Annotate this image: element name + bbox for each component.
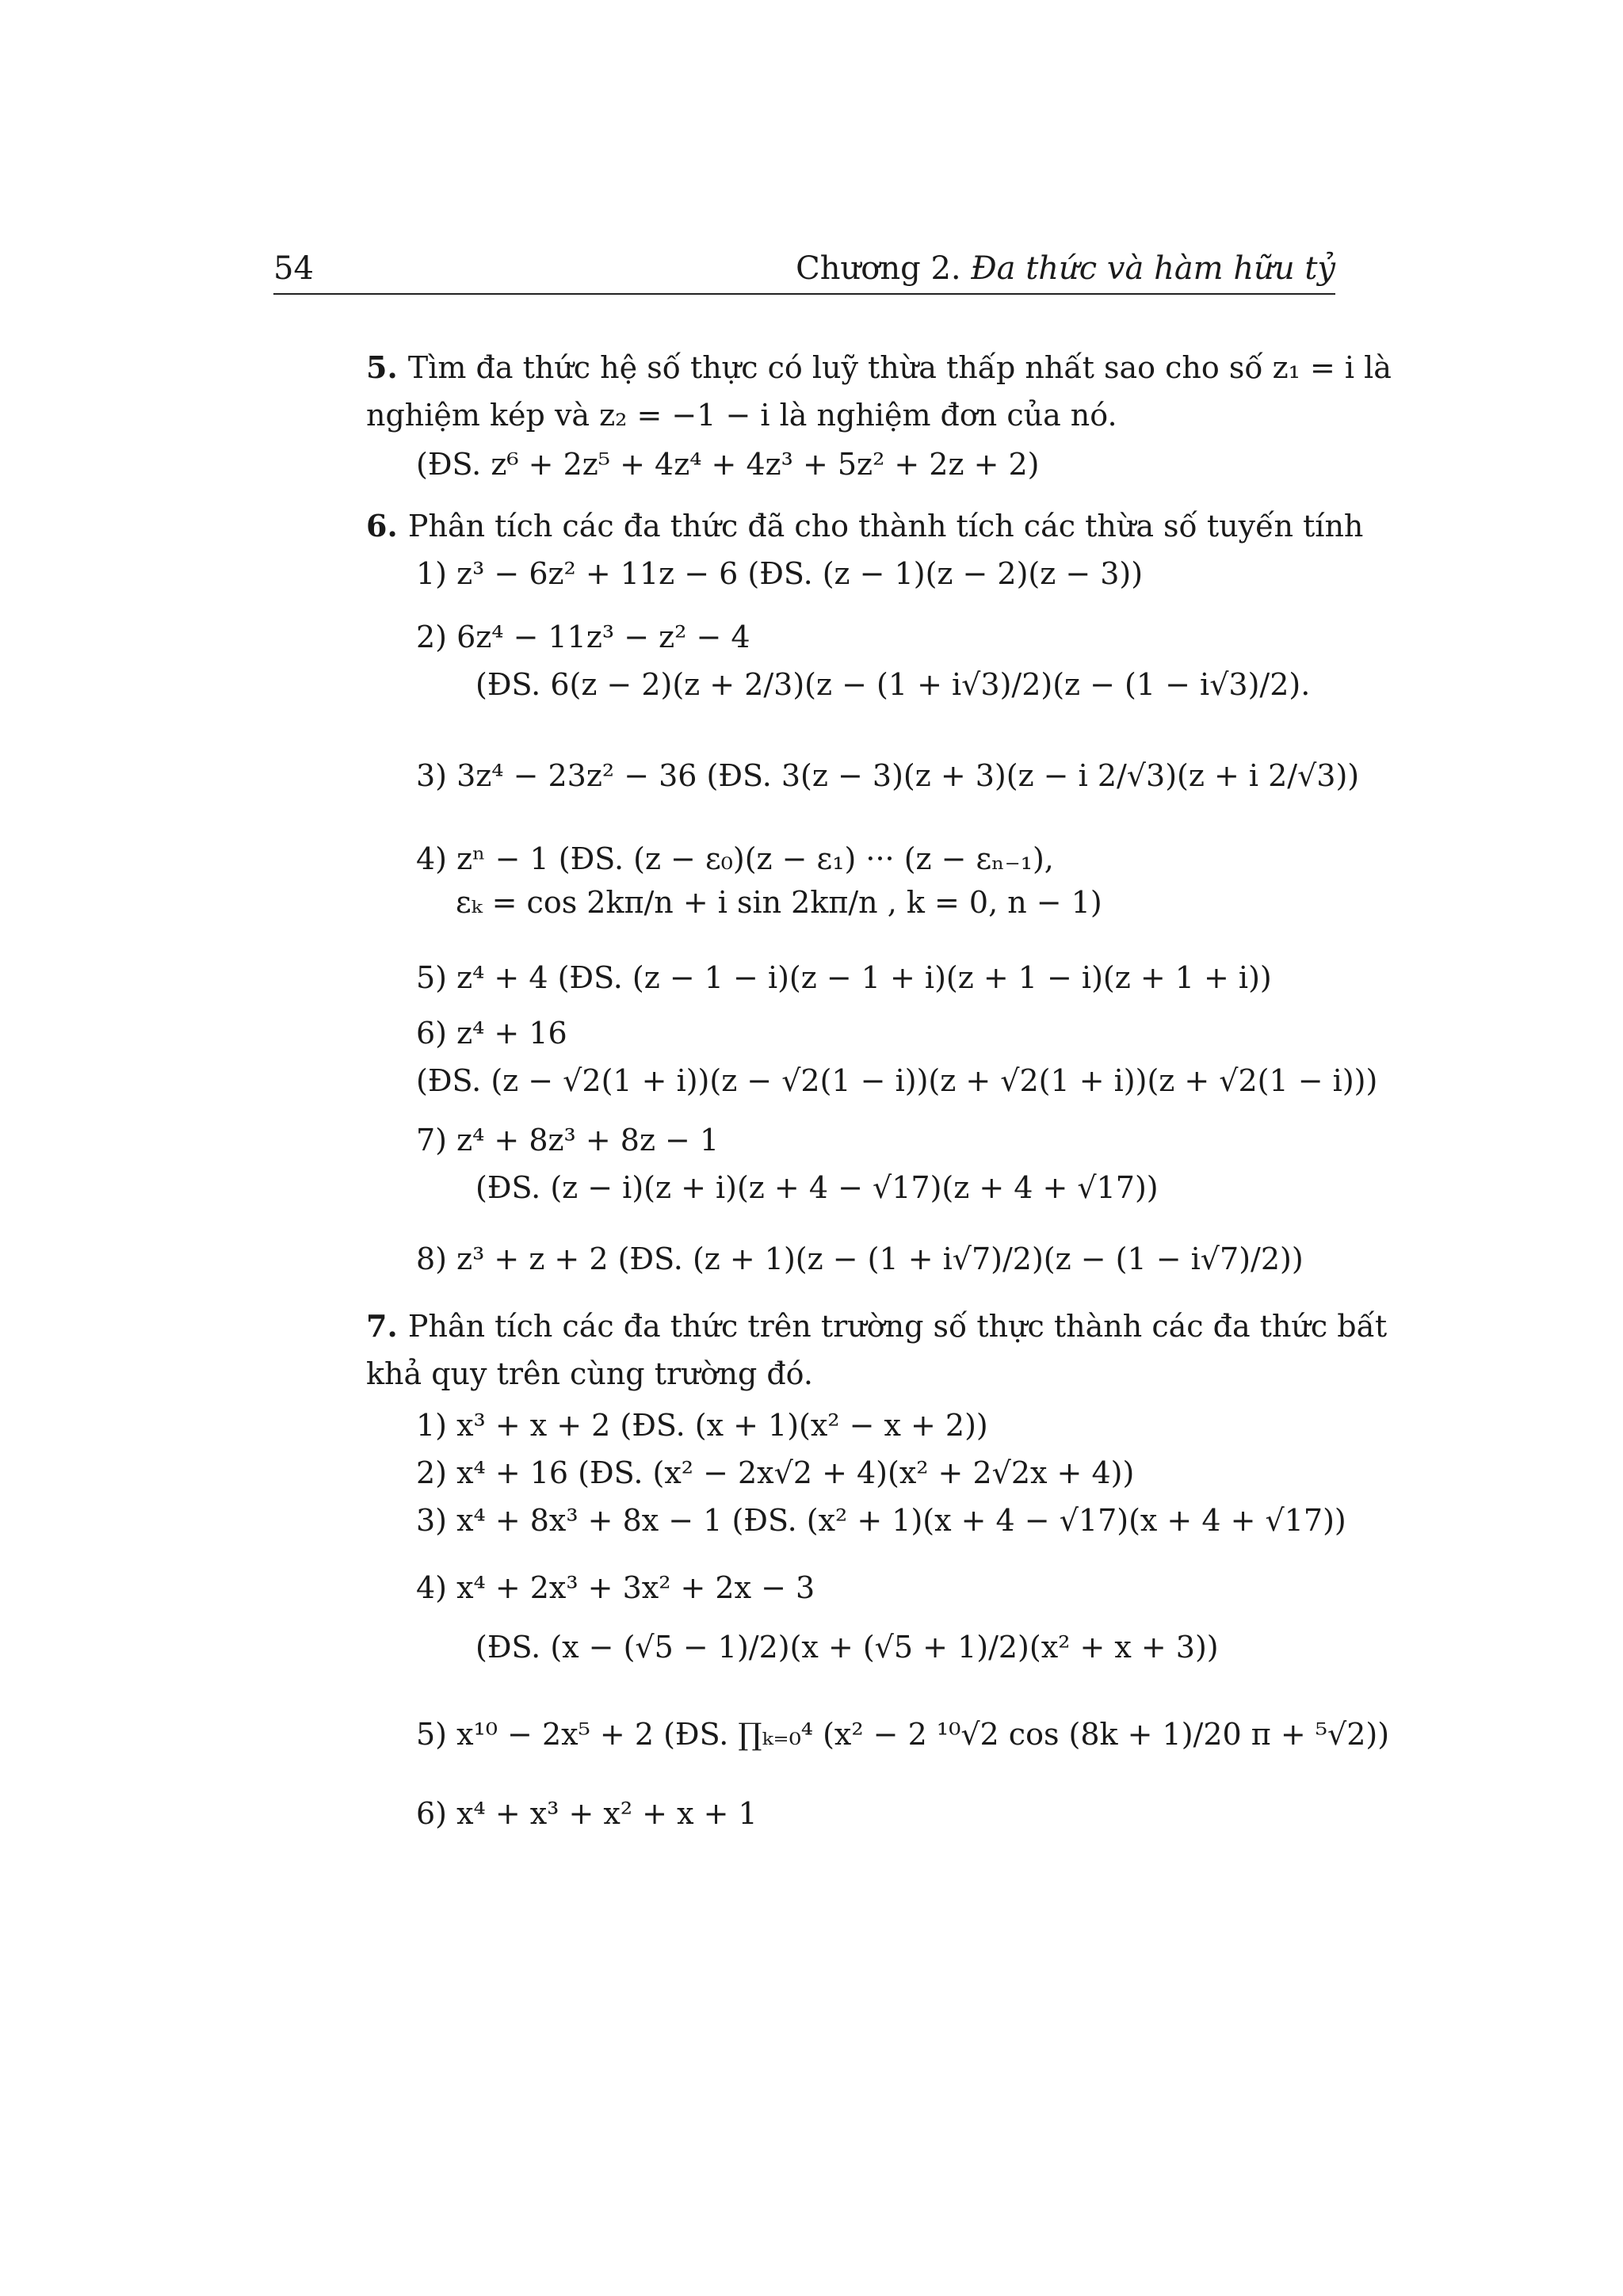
text-line xyxy=(416,1241,1304,1276)
text-line xyxy=(416,1455,1135,1490)
chapter-label: Chương 2. xyxy=(796,250,961,287)
exercise-number: 5. xyxy=(366,349,408,385)
line-text: 6) x⁴ + x³ + x² + x + 1 xyxy=(416,1796,758,1831)
text-line xyxy=(416,1503,1346,1538)
text-line xyxy=(366,1356,813,1391)
line-text: 3) x⁴ + 8x³ + 8x − 1 (ĐS. (x² + 1)(x + 4 − √17)(x + 4 + √17)) xyxy=(416,1503,1346,1538)
line-text: 4) x⁴ + 2x³ + 3x² + 2x − 3 xyxy=(416,1570,815,1605)
line-text: 6) z⁴ + 16 xyxy=(416,1016,567,1051)
line-text: 2) 6z⁴ − 11z³ − z² − 4 xyxy=(416,620,750,654)
text-line xyxy=(416,1408,988,1443)
text-line xyxy=(416,1016,567,1051)
text-line xyxy=(366,398,1117,433)
line-text: khả quy trên cùng trường đó. xyxy=(366,1356,813,1391)
line-text: 5) x¹⁰ − 2x⁵ + 2 (ĐS. ∏ₖ₌₀⁴ (x² − 2 ¹⁰√2 cos (8k + 1)/20 π + ⁵√2)) xyxy=(416,1717,1390,1752)
text-line xyxy=(416,1123,720,1158)
line-text: 4) zⁿ − 1 (ĐS. (z − ε₀)(z − ε₁) ··· (z − εₙ₋₁), xyxy=(416,841,1054,876)
line-text: nghiệm kép và z₂ = −1 − i là nghiệm đơn của nó. xyxy=(366,398,1117,433)
line-text: Tìm đa thức hệ số thực có luỹ thừa thấp nhất sao cho số z₁ = i là xyxy=(407,350,1392,385)
text-line xyxy=(416,1717,1390,1752)
text-line xyxy=(475,669,1310,700)
line-text: (ĐS. (z − i)(z + i)(z + 4 − √17)(z + 4 + √17)) xyxy=(475,1170,1159,1205)
line-text: 7) z⁴ + 8z³ + 8z − 1 xyxy=(416,1123,720,1158)
line-text: (ĐS. z⁶ + 2z⁵ + 4z⁴ + 4z³ + 5z² + 2z + 2) xyxy=(416,447,1040,482)
line-text: 8) z³ + z + 2 (ĐS. (z + 1)(z − (1 + i√7)/2)(z − (1 − i√7)/2)) xyxy=(416,1241,1304,1276)
text-line xyxy=(416,960,1272,995)
text-line xyxy=(456,885,1102,920)
page-header xyxy=(273,250,1335,295)
text-line xyxy=(416,758,1360,793)
text-line xyxy=(416,1798,758,1829)
text-line xyxy=(366,1308,1388,1344)
line-text: Phân tích các đa thức đã cho thành tích các thừa số tuyến tính xyxy=(407,509,1364,543)
line-text: 3) 3z⁴ − 23z² − 36 (ĐS. 3(z − 3)(z + 3)(z − i 2/√3)(z + i 2/√3)) xyxy=(416,758,1360,793)
line-text: εₖ = cos 2kπ/n + i sin 2kπ/n , k = 0, n − 1) xyxy=(456,885,1102,920)
text-line xyxy=(475,1630,1219,1665)
text-line xyxy=(416,841,1054,876)
text-line xyxy=(416,622,750,652)
text-line xyxy=(416,1063,1378,1098)
line-text: 1) x³ + x + 2 (ĐS. (x + 1)(x² − x + 2)) xyxy=(416,1408,988,1443)
chapter-title: Đa thức và hàm hữu tỷ xyxy=(971,250,1335,287)
text-line xyxy=(416,447,1040,482)
line-text: (ĐS. (z − √2(1 + i))(z − √2(1 − i))(z + √2(1 + i))(z + √2(1 − i))) xyxy=(416,1063,1378,1098)
text-line xyxy=(475,1170,1159,1205)
line-text: 5) z⁴ + 4 (ĐS. (z − 1 − i)(z − 1 + i)(z + 1 − i)(z + 1 + i)) xyxy=(416,960,1272,995)
chapter-heading xyxy=(796,250,1335,287)
line-text: (ĐS. (x − (√5 − 1)/2)(x + (√5 + 1)/2)(x² + x + 3)) xyxy=(475,1630,1219,1665)
exercise-number: 6. xyxy=(366,508,408,543)
line-text: 2) x⁴ + 16 (ĐS. (x² − 2x√2 + 4)(x² + 2√2x + 4)) xyxy=(416,1455,1135,1490)
exercise-number: 7. xyxy=(366,1308,408,1344)
text-line xyxy=(416,1570,815,1605)
text-line xyxy=(416,556,1144,591)
line-text: 1) z³ − 6z² + 11z − 6 (ĐS. (z − 1)(z − 2)(z − 3)) xyxy=(416,556,1144,591)
line-text: (ĐS. 6(z − 2)(z + 2/3)(z − (1 + i√3)/2)(z − (1 − i√3)/2). xyxy=(475,667,1311,702)
line-text: Phân tích các đa thức trên trường số thực thành các đa thức bất xyxy=(407,1309,1388,1344)
text-line xyxy=(366,349,1392,385)
text-line xyxy=(366,508,1364,543)
page-number: 54 xyxy=(273,250,314,287)
